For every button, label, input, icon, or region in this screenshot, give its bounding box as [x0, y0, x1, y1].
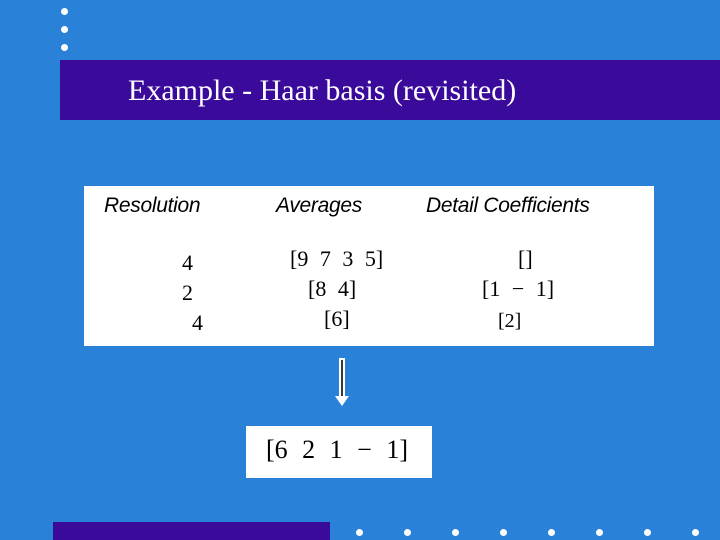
row2-averages: [8 4] — [308, 276, 357, 301]
title-band — [60, 60, 720, 120]
row3-details: [2] — [498, 310, 522, 332]
header-averages: Averages — [276, 194, 362, 217]
row1-averages: [9 7 3 5] — [290, 246, 384, 271]
header-detail-coefficients: Detail Coefficients — [426, 194, 590, 217]
dot — [61, 44, 68, 51]
row3-resolution: 4 — [192, 310, 203, 335]
row2-resolution: 2 — [182, 280, 193, 305]
dot — [596, 529, 603, 536]
slide-title: Example - Haar basis (revisited) — [128, 74, 517, 107]
dot — [452, 529, 459, 536]
row1-resolution: 4 — [182, 250, 193, 275]
dot — [692, 529, 699, 536]
dot — [500, 529, 507, 536]
footer-bar — [53, 522, 330, 540]
dot — [356, 529, 363, 536]
row3-averages: [6] — [324, 306, 350, 331]
header-resolution: Resolution — [104, 194, 201, 217]
row1-details: [] — [518, 246, 533, 271]
vertical-bullet-dots — [61, 8, 68, 62]
dot — [548, 529, 555, 536]
result-box — [246, 426, 432, 478]
dot — [644, 529, 651, 536]
dot — [61, 8, 68, 15]
haar-table — [84, 186, 654, 346]
row2-details: [1 − 1] — [482, 276, 555, 301]
dot — [61, 26, 68, 33]
dot — [404, 529, 411, 536]
result-vector: [6 2 1 − 1] — [266, 435, 408, 464]
